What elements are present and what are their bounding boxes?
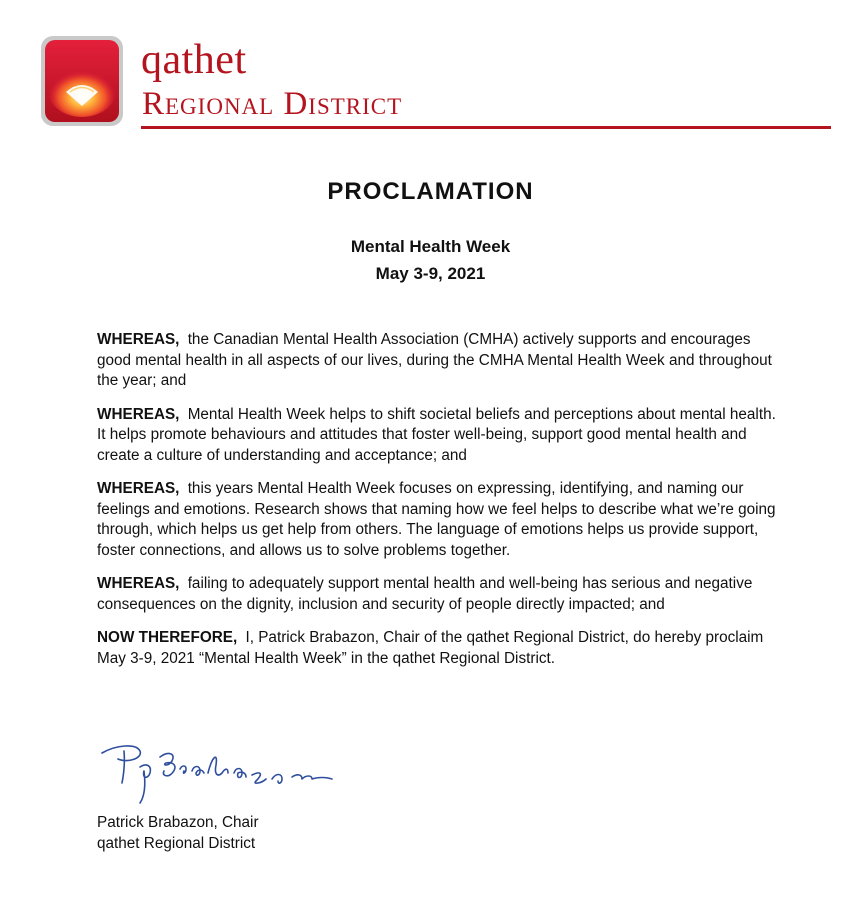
letterhead: [0, 0, 859, 140]
page-title: PROCLAMATION: [327, 178, 534, 205]
proclamation-body: [97, 330, 787, 682]
paragraph: [97, 574, 787, 615]
paragraph-lead: WHEREAS,: [97, 331, 180, 348]
qathet-sunrise-logo-icon: [40, 35, 124, 127]
signatory-name: Patrick Brabazon, Chair: [97, 814, 259, 831]
paragraph-text: Mental Health Week helps to shift societal beliefs and perceptions about mental health. It helps promote behaviours and attitudes that foster well-being, support good mental health and create a culture of understanding and acceptance; and: [97, 405, 776, 464]
paragraph-text: failing to adequately support mental health and well-being has serious and negative consequences on the dignity, inclusion and security of people directly impacted; and: [97, 575, 753, 613]
subtitle-dates: May 3-9, 2021: [375, 264, 486, 283]
paragraph: [97, 479, 787, 561]
paragraph-lead: WHEREAS,: [97, 480, 180, 497]
paragraph-text: this years Mental Health Week focuses on expressing, identifying, and naming our feelings and emotions. Research shows that naming how we feel helps to describe what we’re going through, which helps us get help from others. The language of emotions helps us provide support, foster connections, and allows us to solve problems together.: [97, 480, 776, 559]
paragraph: [97, 405, 787, 467]
paragraph-lead: WHEREAS,: [97, 405, 180, 423]
proclamation-subtitle: [0, 233, 859, 287]
paragraph: [97, 628, 787, 669]
subtitle-event: Mental Health Week: [350, 237, 511, 256]
signatory-organization: qathet Regional District: [97, 835, 256, 852]
header-divider: [141, 126, 831, 129]
paragraph-lead: NOW THEREFORE,: [97, 629, 238, 646]
paragraph: [97, 330, 787, 392]
handwritten-signature-icon: [96, 737, 346, 807]
paragraph-lead: WHEREAS,: [97, 575, 180, 592]
brand-name: qathet: [141, 37, 247, 83]
signatory-block: [97, 812, 259, 854]
brand-subtitle: Regional District: [142, 86, 403, 122]
paragraph-text: I, Patrick Brabazon, Chair of the qathet Regional District, do hereby proclaim May 3-9, 2021 “Mental Health Week” in the qathet Regional District.: [97, 629, 764, 667]
paragraph-text: the Canadian Mental Health Association (CMHA) actively supports and encourages good mental health in all aspects of our lives, during the CMHA Mental Health Week and throughout the year; and: [97, 331, 772, 389]
